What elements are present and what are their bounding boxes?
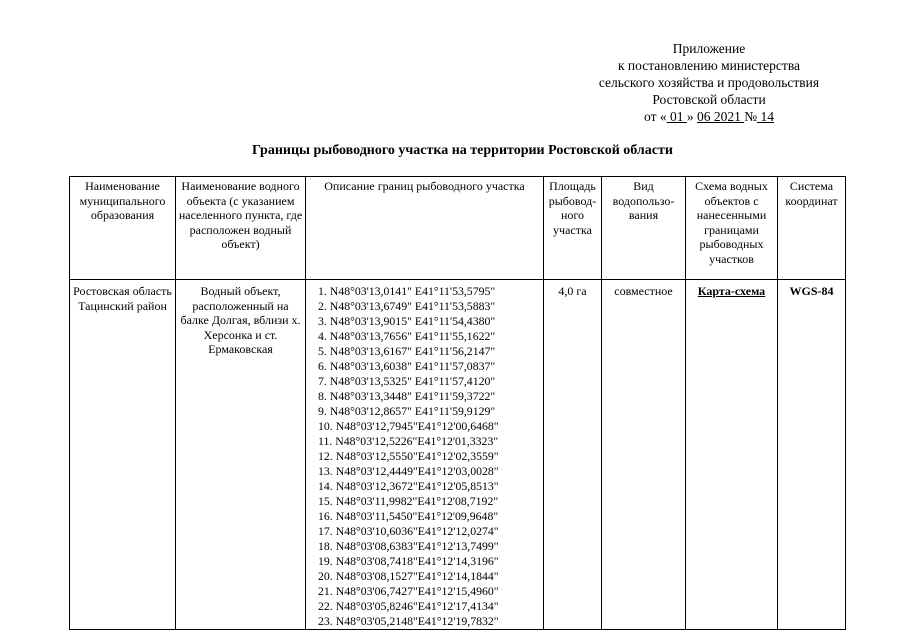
header-scheme: Схема водных объектов с нанесенными границами рыбоводных участков — [686, 177, 778, 280]
appendix-line-2: к постановлению министерства — [617, 58, 801, 73]
coordinate-item: 3. N48°03'13,9015" E41°11'54,4380" — [318, 314, 496, 328]
date-day: 01 — [666, 109, 687, 124]
coordinate-item: 12. N48°03'12,5550"E41°12'02,3559" — [318, 449, 499, 463]
coordinate-item: 8. N48°03'13,3448" E41°11'59,3722" — [318, 389, 496, 403]
table-row — [70, 280, 846, 630]
cell-coordinates — [306, 280, 544, 630]
cell-area: 4,0 га — [544, 280, 602, 630]
header-coords-system: Система координат — [778, 177, 846, 280]
document-title: Границы рыбоводного участка на территории Ростовской области — [252, 143, 673, 158]
header-boundaries: Описание границ рыбоводного участка — [306, 177, 544, 280]
header-area: Площадь рыбовод-ного участка — [544, 177, 602, 280]
coordinate-item: 18. N48°03'08,6383"E41°12'13,7499" — [318, 539, 499, 553]
appendix-date-line — [520, 108, 898, 125]
number-sign: № — [744, 109, 758, 124]
date-year: 2021 — [710, 109, 745, 124]
coordinate-item: 2. N48°03'13,6749" E41°11'53,5883" — [318, 299, 496, 313]
coordinate-item: 7. N48°03'13,5325" E41°11'57,4120" — [318, 374, 496, 388]
coordinate-item: 5. N48°03'13,6167" E41°11'56,2147" — [318, 344, 496, 358]
coordinate-item: 14. N48°03'12,3672"E41°12'05,8513" — [318, 479, 499, 493]
date-mid: » — [686, 109, 697, 124]
appendix-line-4: Ростовской области — [652, 92, 766, 107]
coordinate-item: 1. N48°03'13,0141" E41°11'53,5795" — [318, 284, 496, 298]
appendix-line-3: сельского хозяйства и продовольствия — [598, 75, 820, 90]
coordinate-item: 22. N48°03'05,8246"E41°12'17,4134" — [318, 599, 499, 613]
date-prefix: от « — [644, 109, 667, 124]
coordinate-item: 4. N48°03'13,7656" E41°11'55,1622" — [318, 329, 496, 343]
coordinate-item: 23. N48°03'05,2148"E41°12'19,7832" — [318, 614, 499, 628]
appendix-title: Приложение — [672, 41, 746, 56]
coordinate-item: 16. N48°03'11,5450"E41°12'09,9648" — [318, 509, 499, 523]
coordinate-item: 21. N48°03'06,7427"E41°12'15,4960" — [318, 584, 499, 598]
cell-water-use: совместное — [602, 280, 686, 630]
map-scheme-link[interactable]: Карта-схема — [697, 284, 766, 298]
appendix-block — [520, 40, 898, 125]
header-water-object: Наименование водного объекта (с указанием населенного пункта, где расположен водный объект) — [176, 177, 306, 280]
coordinate-item: 19. N48°03'08,7418"E41°12'14,3196" — [318, 554, 499, 568]
date-month: 06 — [696, 109, 711, 124]
coordinate-item: 6. N48°03'13,6038" E41°11'57,0837" — [318, 359, 496, 373]
header-water-use: Вид водопользо-вания — [602, 177, 686, 280]
coordinate-item: 15. N48°03'11,9982"E41°12'08,7192" — [318, 494, 499, 508]
cell-municipality: Ростовская область Тацинский район — [70, 280, 176, 630]
coordinate-item: 20. N48°03'08,1527"E41°12'14,1844" — [318, 569, 499, 583]
coordinate-item: 9. N48°03'12,8657" E41°11'59,9129" — [318, 404, 496, 418]
boundaries-table — [69, 176, 846, 630]
coordinate-item: 10. N48°03'12,7945"E41°12'00,6468" — [318, 419, 499, 433]
cell-water-object: Водный объект, расположенный на балке Долгая, вблизи х. Херсонка и ст. Ермаковская — [176, 280, 306, 630]
coordinate-item: 11. N48°03'12,5226"E41°12'01,3323" — [318, 434, 499, 448]
document-number: 14 — [757, 109, 774, 124]
table-header-row — [70, 177, 846, 280]
coordinate-item: 13. N48°03'12,4449"E41°12'03,0028" — [318, 464, 499, 478]
coordinate-item: 17. N48°03'10,6036"E41°12'12,0274" — [318, 524, 499, 538]
cell-coords-system: WGS-84 — [778, 280, 846, 630]
coordinate-list — [318, 284, 541, 629]
cell-scheme — [686, 280, 778, 630]
header-municipality: Наименование муниципального образования — [70, 177, 176, 280]
